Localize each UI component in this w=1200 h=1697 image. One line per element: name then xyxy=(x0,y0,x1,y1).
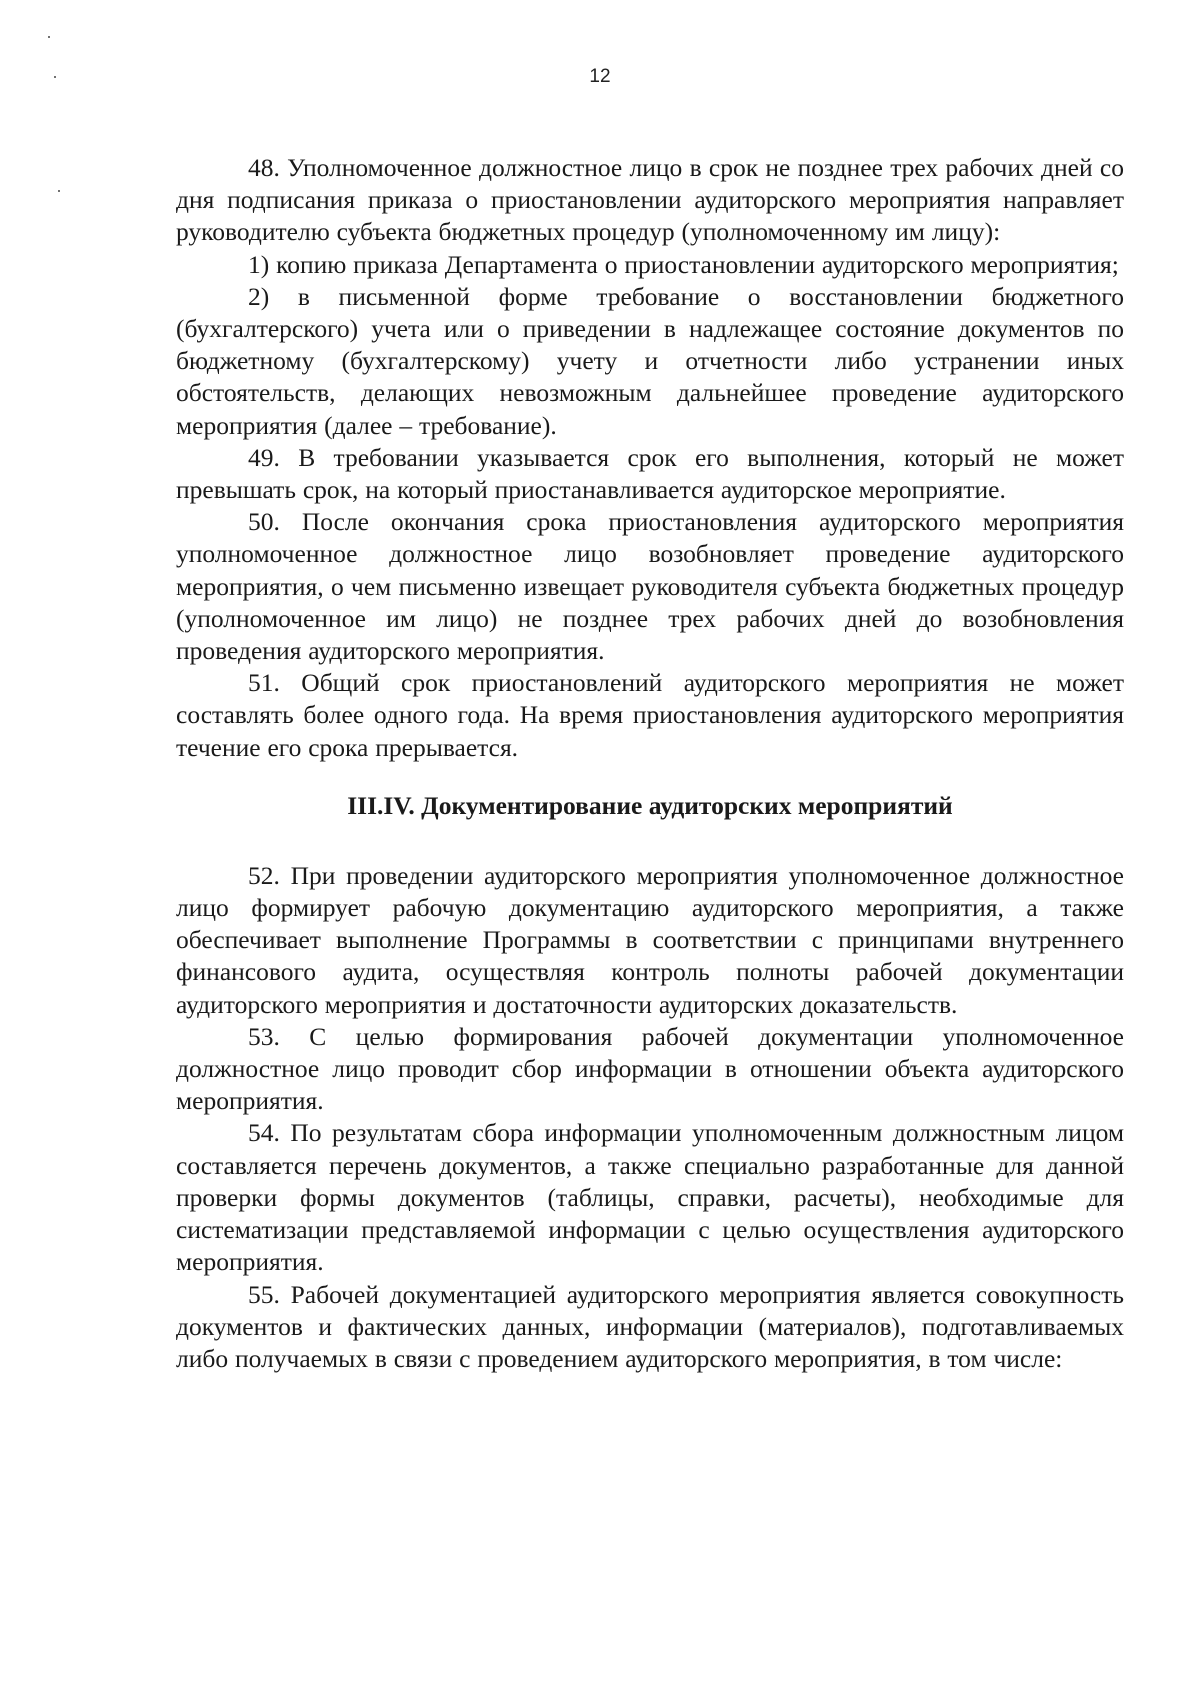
scan-speck xyxy=(48,36,50,38)
paragraph-53: 53. С целью формирования рабочей документации уполномоченное должностное лицо проводит сбор информации в отношении объекта аудиторского мероприятия. xyxy=(176,1021,1124,1116)
paragraph-48: 48. Уполномоченное должностное лицо в срок не позднее трех рабочих дней со дня подписания приказа о приостановлении аудиторского мероприятия направляет руководителю субъекта бюджетных процедур (уполномоченному им лицу): xyxy=(176,153,1124,247)
paragraph-51: 51. Общий срок приостановлений аудиторского мероприятия не может составлять более одного года. На время приостановления аудиторского мероприятия течение его срока прерывается. xyxy=(176,668,1124,762)
paragraph-48-item-1: 1) копию приказа Департамента о приостановлении аудиторского мероприятия; xyxy=(248,249,1119,279)
paragraph-54: 54. По результатам сбора информации уполномоченным должностным лицом составляется перечень документов, а также специально разработанные для данной проверки формы документов (таблицы, справки, расчеты), необходимые для систематизации представляемой информации с целью осуществления аудиторского мероприятия. xyxy=(176,1118,1124,1277)
paragraph-50: 50. После окончания срока приостановления аудиторского мероприятия уполномоченное должностное лицо возобновляет проведение аудиторского мероприятия, о чем письменно извещает руководителя субъекта бюджетных процедур (уполномоченное им лицо) не позднее трех рабочих дней до возобновления проведения аудиторского мероприятия. xyxy=(176,507,1124,666)
paragraph-48-item-2: 2) в письменной форме требование о восстановлении бюджетного (бухгалтерского) учета или о приведении в надлежащее состояние документов по бюджетному (бухгалтерскому) учету и отчетности либо устранении иных обстоятельств, делающих невозможным дальнейшее проведение аудиторского мероприятия (далее – требование). xyxy=(176,281,1124,440)
scan-speck xyxy=(58,190,60,192)
section-heading: III.IV. Документирование аудиторских мероприятий xyxy=(347,790,953,820)
paragraph-55: 55. Рабочей документацией аудиторского мероприятия является совокупность документов и фактических данных, информации (материалов), подготавливаемых либо получаемых в связи с проведением аудиторского мероприятия, в том числе: xyxy=(176,1279,1124,1373)
paragraph-49: 49. В требовании указывается срок его выполнения, который не может превышать срок, на который приостанавливается аудиторское мероприятие. xyxy=(176,442,1124,505)
paragraph-52: 52. При проведении аудиторского мероприятия уполномоченное должностное лицо формирует рабочую документацию аудиторского мероприятия, а также обеспечивает выполнение Программы в соответствии с принципами внутреннего финансового аудита, осуществляя контроль полноты рабочей документации аудиторского мероприятия и достаточности аудиторских доказательств. xyxy=(176,860,1124,1019)
page-number: 12 xyxy=(589,66,611,87)
document-body xyxy=(176,152,1124,1375)
